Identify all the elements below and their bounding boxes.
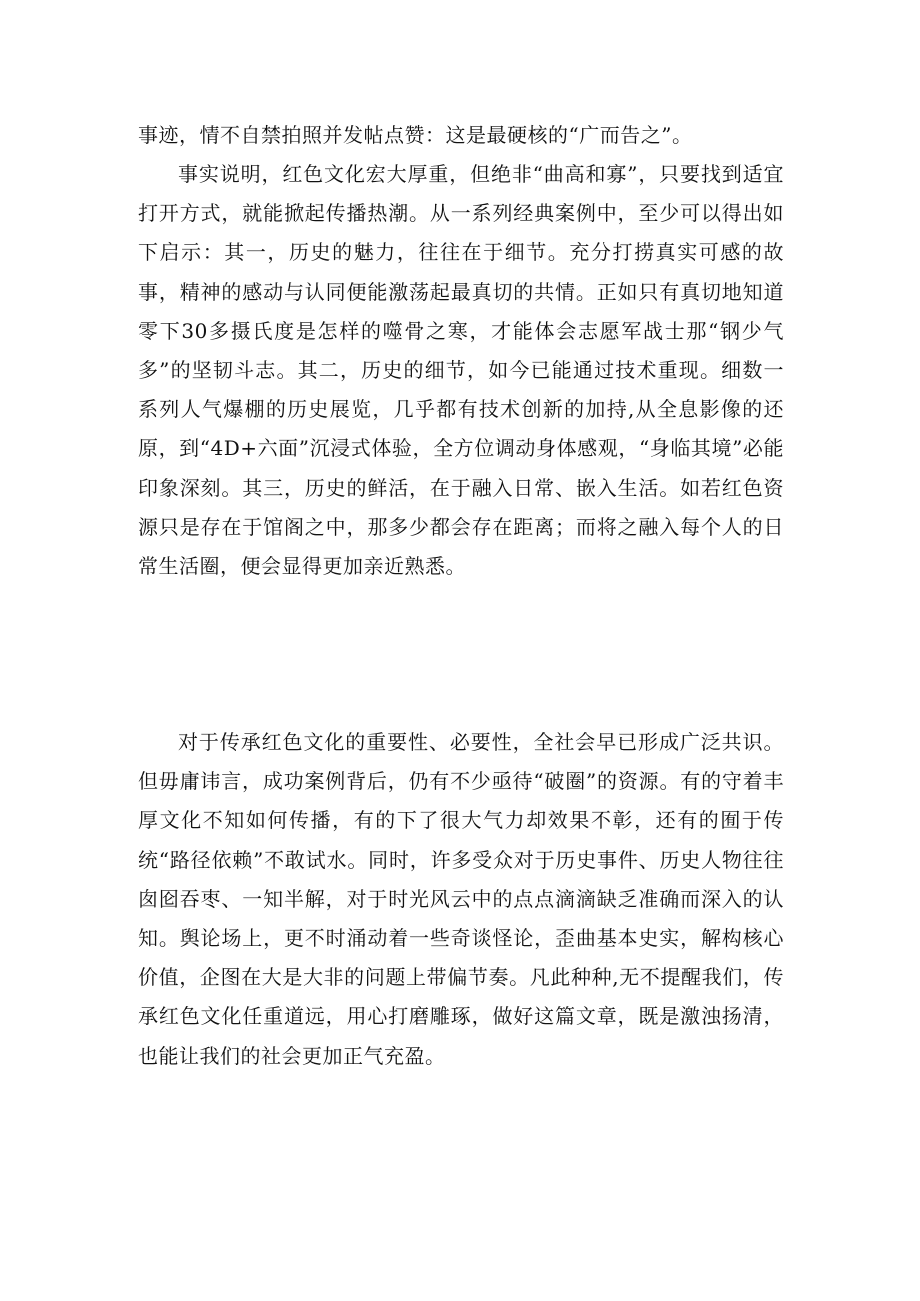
paragraph-continuation: 事迹，情不自禁拍照并发帖点赞：这是最硬核的“广而告之”。 (138, 123, 693, 147)
paragraph-challenges: 对于传承红色文化的重要性、必要性，全社会早已形成广泛共识。但毋庸讳言，成功案例背后，仍有不少亟待“破圈”的资源。有的守着丰厚文化不知如何传播，有的下了很大气力却效果不彰，还有的囿于传统“路径依赖”不敢试水。同时，许多受众对于历史事件、历史人物往往囱囵吞枣、一知半解，对于时光风云中的点点滴滴缺乏准确而深入的认知。舆论场上，更不时涌动着一些奇谈怪论，歪曲基本史实，解构核心价值，企图在大是大非的问题上带偏节奏。凡此种种,无不提醒我们，传承红色文化任重道远，用心打磨雕琢，做好这篇文章，既是激浊扬清，也能让我们的社会更加正气充盈。 (138, 730, 784, 1068)
paragraph-inspiration: 事实说明，红色文化宏大厚重，但绝非“曲高和寡”，只要找到适宜打开方式，就能掀起传播热潮。从一系列经典案例中，至少可以得出如下启示：其一，历史的魅力，往往在于细节。充分打捞真实可感的故事，精神的感动与认同便能激荡起最真切的共情。正如只有真切地知道零下30多摄氏度是怎样的噬骨之寒，才能体会志愿军战士那“钢少气多”的坚韧斗志。其二，历史的细节，如今已能通过技术重现。细数一系列人气爆棚的历史展览，几乎都有技术创新的加持,从全息影像的还原，到“4D+六面”沉浸式体验，全方位调动身体感观，“身临其境”必能印象深刻。其三，历史的鲜活，在于融入日常、嵌入生活。如若红色资源只是存在于馆阁之中，那多少都会存在距离；而将之融入每个人的日常生活圈，便会显得更加亲近熟悉。 (138, 162, 784, 579)
